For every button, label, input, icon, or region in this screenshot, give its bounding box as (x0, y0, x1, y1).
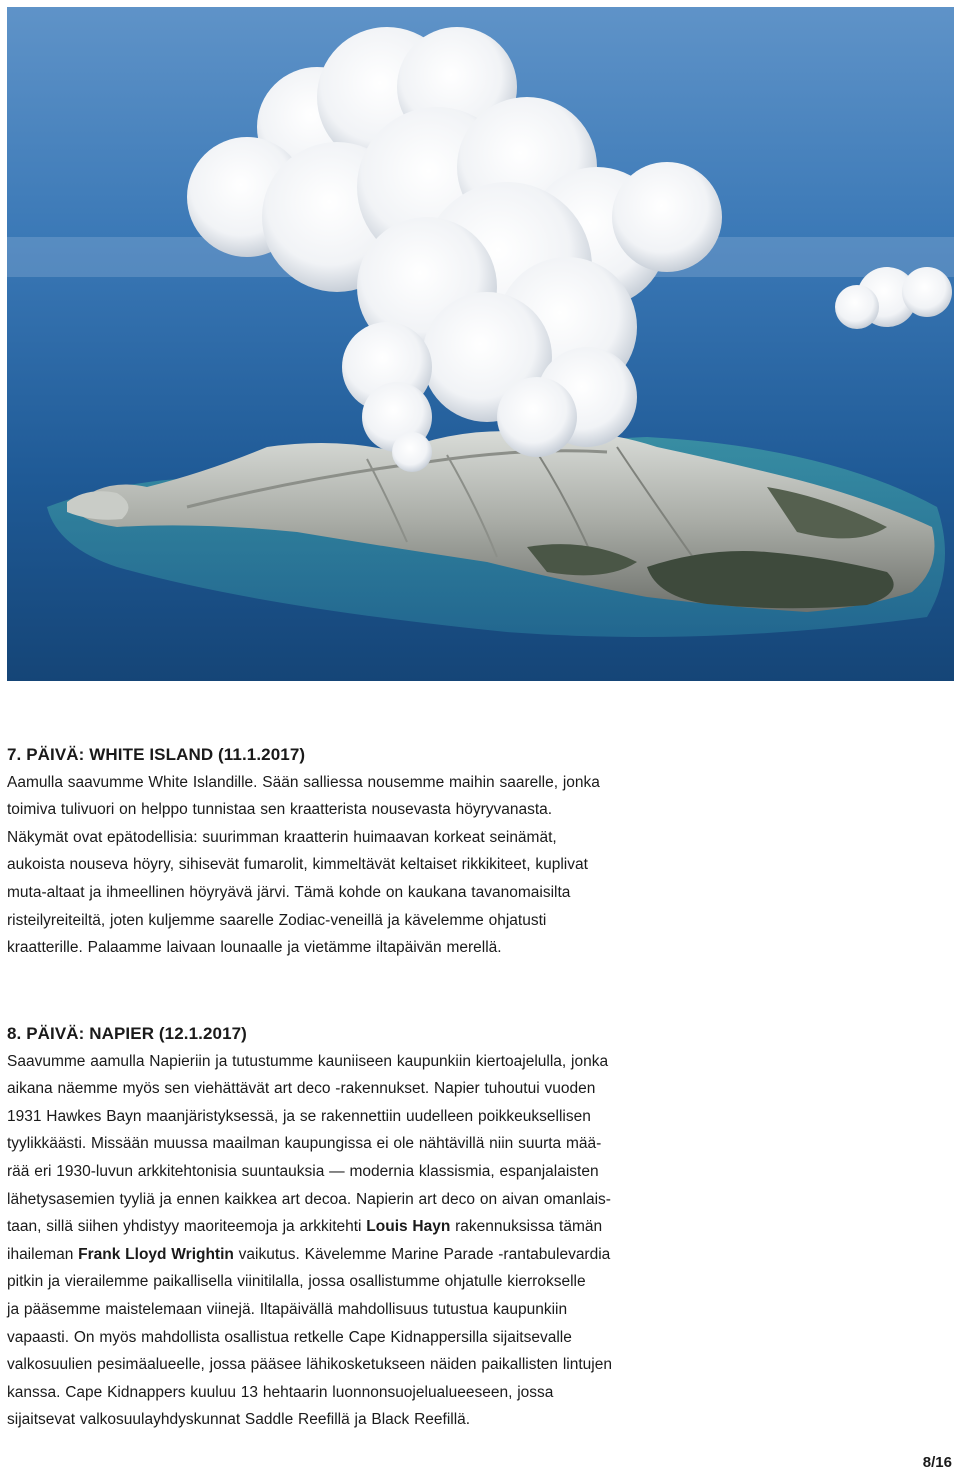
day7-section (7, 741, 947, 962)
day8-line: tyylikkäästi. Missään muussa maailman kaupungissa ei ole nähtävillä niin suurta mää- (7, 1135, 602, 1153)
day7-line: Näkymät ovat epätodellisia: suurimman kraatterin huimaavan korkeat seinämät, (7, 828, 557, 846)
day7-line: kraatterille. Palaamme laivaan lounaalle ja vietämme iltapäivän merellä. (7, 939, 502, 957)
day7-line: toimiva tulivuori on helppo tunnistaa sen kraatterista nousevasta höyryvanasta. (7, 801, 553, 819)
day8-line: ja pääsemme maistelemaan viinejä. Iltapäivällä mahdollisuus tutustua kaupunkiin (7, 1300, 568, 1318)
day8-line: Saavumme aamulla Napieriin ja tutustumme kauniiseen kaupunkiin kiertoajelulla, jonka (7, 1052, 609, 1070)
day8-line (7, 1213, 947, 1241)
day8-line: lähetysasemien tyyliä ja ennen kaikkea art decoa. Napierin art deco on aivan omanlais- (7, 1190, 611, 1208)
day8-line: aikana näemme myös sen viehättävät art deco -rakennukset. Napier tuhoutui vuoden (7, 1080, 596, 1098)
day7-line: aukoista nouseva höyry, sihisevät fumarolit, kimmeltävät keltaiset rikkikiteet, kuplivat (7, 856, 588, 874)
day8-line: pitkin ja vierailemme paikallisella viinitilalla, jossa osallistumme ohjatulle kierrokselle (7, 1273, 586, 1291)
page-number: 8/16 (922, 1454, 952, 1471)
volcano-island-photo (7, 7, 954, 681)
day8-line: valkosuulien pesimäalueelle, jossa pääsee lähikosketukseen näiden paikallisten lintujen (7, 1356, 612, 1374)
day7-paragraph (7, 769, 947, 962)
line-text: taan, sillä siihen yhdistyy maoriteemoja ja arkkitehti (7, 1218, 367, 1236)
day8-section (7, 1020, 947, 1434)
day8-line: rää eri 1930-luvun arkkitehtonisia suuntauksia — modernia klassismia, espanjalaisten (7, 1162, 599, 1180)
line-text: rakennuksissa tämän (450, 1218, 603, 1236)
architect-name: Louis Hayn (366, 1218, 451, 1236)
day8-line: sijaitsevat valkosuulayhdyskunnat Saddle Reefillä ja Black Reefillä. (7, 1411, 471, 1429)
day8-line: kanssa. Cape Kidnappers kuuluu 13 hehtaarin luonnonsuojelualueeseen, jossa (7, 1383, 554, 1401)
day8-line (7, 1241, 947, 1269)
day8-line: 1931 Hawkes Bayn maanjäristyksessä, ja se rakennettiin uudelleen poikkeuksellisen (7, 1107, 591, 1125)
day7-line: Aamulla saavumme White Islandille. Sään salliessa nousemme maihin saarelle, jonka (7, 773, 600, 791)
architect-name: Frank Lloyd Wrightin (78, 1245, 234, 1263)
line-text: vaikutus. Kävelemme Marine Parade -rantabulevardia (233, 1245, 611, 1263)
day8-heading: 8. PÄIVÄ: NAPIER (12.1.2017) (7, 1024, 247, 1043)
day8-line: vapaasti. On myös mahdollista osallistua retkelle Cape Kidnappersilla sijaitsevalle (7, 1328, 572, 1346)
day7-heading: 7. PÄIVÄ: WHITE ISLAND (11.1.2017) (7, 745, 306, 764)
day7-line: muta-altaat ja ihmeellinen höyryävä järvi. Tämä kohde on kaukana tavanomaisilta (7, 883, 571, 901)
volcano-illustration (7, 7, 954, 681)
line-text: ihaileman (7, 1245, 79, 1263)
day7-line: risteilyreiteiltä, joten kuljemme saarelle Zodiac-veneillä ja kävelemme ohjatusti (7, 911, 547, 929)
day8-paragraph (7, 1048, 947, 1434)
